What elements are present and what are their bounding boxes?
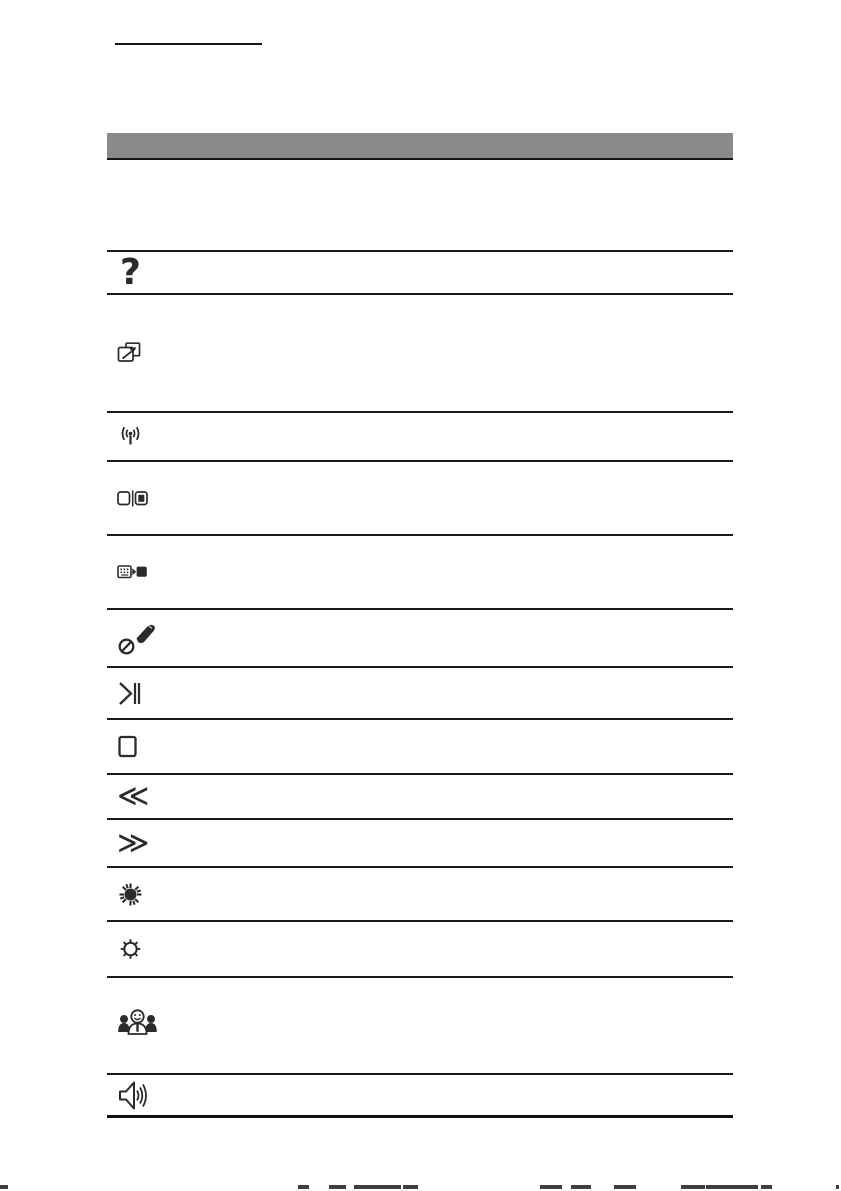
table-row <box>107 610 733 668</box>
footer-text-fragment <box>540 1185 562 1189</box>
fast-forward-icon: ≫ <box>117 824 148 861</box>
table-row <box>107 1075 733 1118</box>
table-header-bar <box>107 133 733 160</box>
footer-clipped-text <box>0 1185 841 1191</box>
brightness-down-icon <box>117 935 144 963</box>
footer-text-fragment <box>761 1185 772 1189</box>
table-row <box>107 252 733 295</box>
hotkeys-table <box>107 133 733 1118</box>
footer-text-fragment <box>836 1185 839 1189</box>
table-intro-row <box>107 160 733 252</box>
table-row <box>107 775 733 820</box>
display-toggle-icon <box>117 490 148 507</box>
help-icon: ? <box>120 251 141 293</box>
keyboard-display-icon <box>117 563 148 581</box>
touchpad-off-icon <box>117 622 158 655</box>
table-row <box>107 295 733 413</box>
table-row <box>107 462 733 536</box>
table-row <box>107 720 733 775</box>
display-share-icon <box>117 342 143 365</box>
brightness-up-icon <box>117 881 144 908</box>
footer-text-fragment <box>298 1185 309 1189</box>
chapter-heading-rule <box>115 43 262 45</box>
play-pause-icon <box>117 680 142 707</box>
stop-icon <box>117 735 139 759</box>
footer-text-fragment <box>681 1185 705 1189</box>
social-networking-icon <box>117 1008 158 1043</box>
volume-icon <box>117 1077 150 1114</box>
footer-text-fragment <box>329 1185 346 1189</box>
footer-text-fragment <box>403 1185 418 1189</box>
footer-text-fragment <box>571 1185 591 1189</box>
footer-text-fragment <box>706 1185 758 1189</box>
table-row <box>107 820 733 868</box>
wireless-icon <box>117 425 144 448</box>
table-row <box>107 922 733 978</box>
table-row <box>107 668 733 720</box>
table-row <box>107 978 733 1075</box>
footer-text-fragment <box>354 1185 401 1189</box>
table-row <box>107 536 733 610</box>
rewind-icon: ≪ <box>117 778 148 814</box>
table-row <box>107 413 733 462</box>
footer-text-fragment <box>0 1185 8 1189</box>
footer-text-fragment <box>614 1185 636 1189</box>
table-row <box>107 868 733 922</box>
